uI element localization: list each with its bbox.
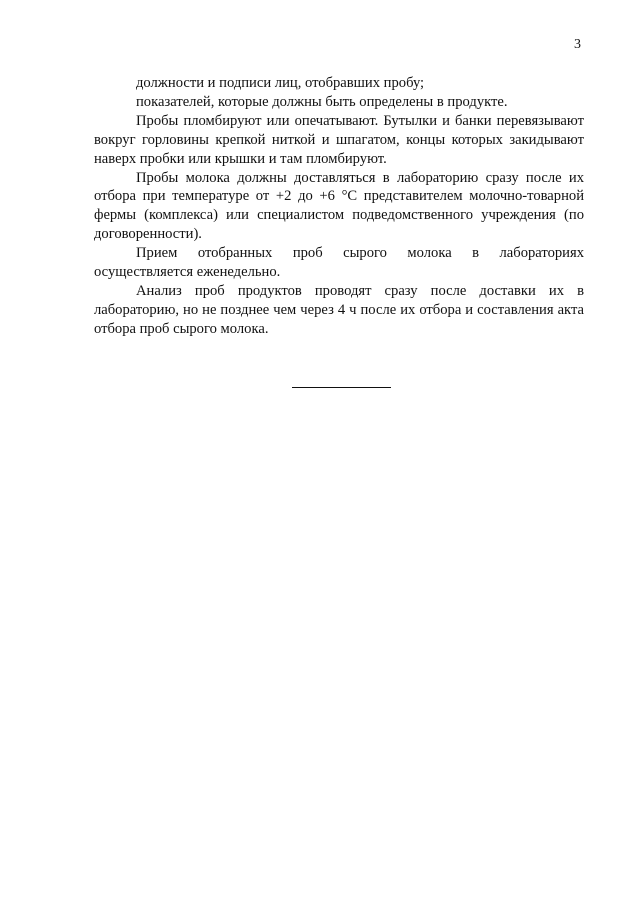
paragraph-delivery: Пробы молока должны доставляться в лабораторию сразу после их отбора при температуре от +2 до +6 °С представителем молочно-товарной фермы (комплекса) или специалистом подведомственного учреждения (по договоренности). — [94, 169, 584, 243]
page-number: 3 — [574, 37, 581, 52]
paragraph-sealing: Пробы пломбируют или опечатывают. Бутылки и банки перевязывают вокруг горловины крепкой ниткой и шпагатом, концы которых закидывают наверх пробки или крышки и там пломбируют. — [94, 112, 584, 167]
end-divider — [292, 387, 391, 388]
paragraph-indicators: показателей, которые должны быть определены в продукте. — [136, 93, 508, 110]
document-body — [94, 74, 584, 339]
paragraph-signatures: должности и подписи лиц, отобравших пробу; — [136, 75, 425, 91]
paragraph-analysis: Анализ проб продуктов проводят сразу после доставки их в лабораторию, но не позднее чем через 4 ч после их отбора и составления акта отбора проб сырого молока. — [94, 282, 584, 337]
paragraph-reception: Прием отобранных проб сырого молока в лабораториях осуществляется еженедельно. — [94, 245, 584, 281]
